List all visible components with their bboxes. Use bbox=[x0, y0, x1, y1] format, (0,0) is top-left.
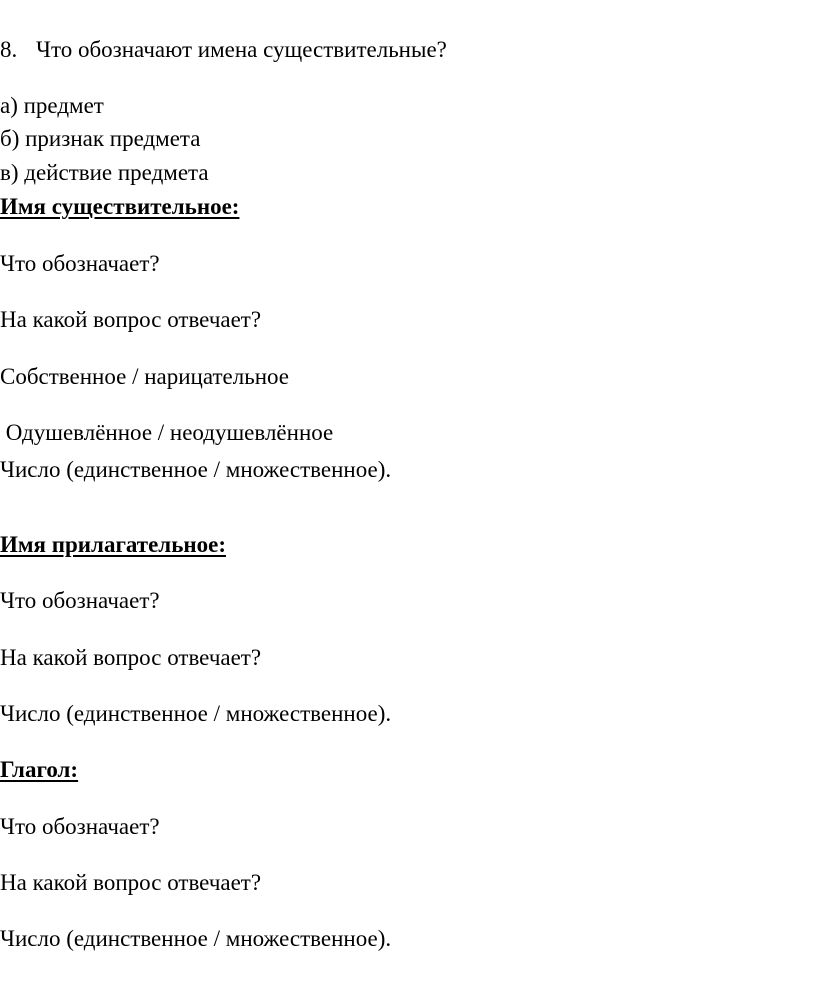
section-heading-verb: Глагол: bbox=[0, 757, 79, 782]
verb-item-question: На какой вопрос отвечает? bbox=[0, 870, 262, 895]
noun-item-question: На какой вопрос отвечает? bbox=[0, 307, 262, 332]
adjective-item-number: Число (единственное / множественное). bbox=[0, 701, 392, 726]
answer-option-b: б) признак предмета bbox=[0, 126, 201, 151]
question-text: Что обозначают имена существительные? bbox=[36, 37, 447, 62]
noun-item-proper-common: Собственное / нарицательное bbox=[0, 364, 290, 389]
verb-item-meaning: Что обозначает? bbox=[0, 814, 160, 839]
adjective-item-question: На какой вопрос отвечает? bbox=[0, 645, 262, 670]
section-heading-noun: Имя существительное: bbox=[0, 194, 240, 219]
answer-option-a: а) предмет bbox=[0, 93, 104, 118]
verb-item-number: Число (единственное / множественное). bbox=[0, 926, 392, 951]
question-line bbox=[0, 36, 447, 64]
noun-item-number: Число (единственное / множественное). bbox=[0, 457, 392, 482]
answer-option-c: в) действие предмета bbox=[0, 160, 209, 185]
noun-item-animate: Одушевлённое / неодушевлённое bbox=[0, 420, 334, 445]
section-heading-adjective: Имя прилагательное: bbox=[0, 532, 226, 557]
noun-item-meaning: Что обозначает? bbox=[0, 251, 160, 276]
question-number: 8. bbox=[0, 37, 18, 62]
adjective-item-meaning: Что обозначает? bbox=[0, 588, 160, 613]
